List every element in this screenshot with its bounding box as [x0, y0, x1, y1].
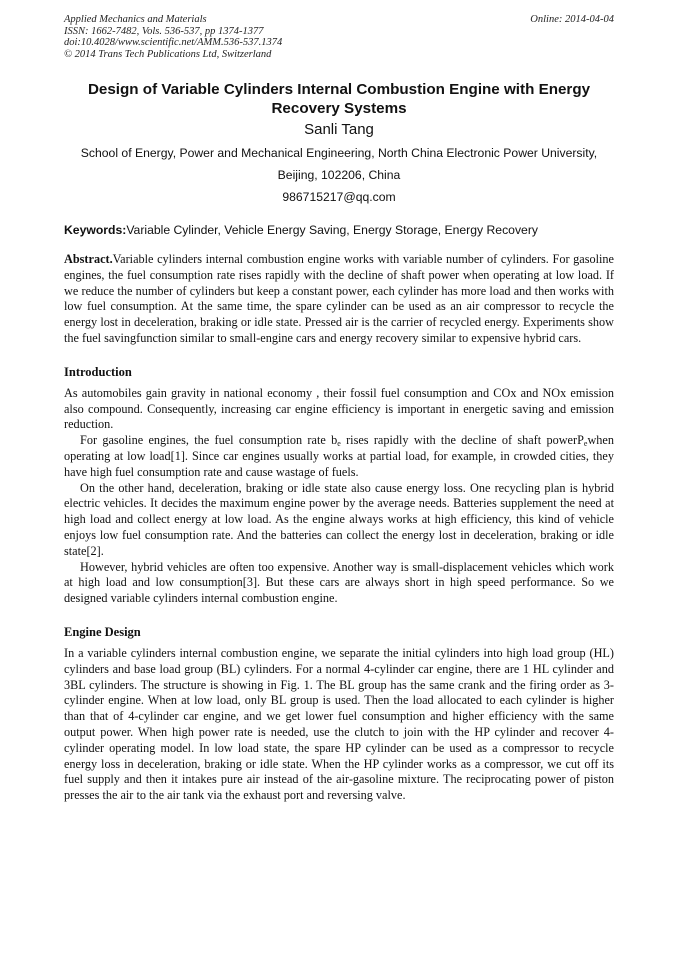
engine-design-heading: Engine Design	[64, 624, 141, 639]
intro-p2-subscript-2: e	[583, 439, 588, 449]
journal-header	[64, 14, 614, 60]
author-email: 986715217@qq.com	[282, 190, 396, 204]
keywords	[64, 222, 614, 238]
abstract-label: Abstract.	[64, 252, 113, 266]
keywords-label: Keywords:	[64, 223, 127, 237]
abstract	[64, 252, 614, 347]
engine-design-section	[64, 646, 614, 804]
intro-p2-part-b: rises rapidly with the decline of shaft powerP	[340, 433, 584, 448]
doi-line: doi:10.4028/www.scientific.net/AMM.536-537.1374	[64, 37, 283, 48]
intro-paragraph-4: However, hybrid vehicles are often too expensive. Another way is small-displacement vehicles which work at high load and low consumption[3]. But these cars are always short in high speed performance. So we designed variable cylinders internal combustion engine.	[64, 559, 614, 606]
keywords-text: Variable Cylinder, Vehicle Energy Saving, Energy Storage, Energy Recovery	[126, 223, 538, 237]
intro-p2-part-c: when operating at low load[1]. Since car engines usually works at partial load, for example, in crowded cities, they have high fuel consumption rate and cause wastage of fuels.	[64, 433, 614, 479]
issn-line: ISSN: 1662-7482, Vols. 536-537, pp 1374-1377	[64, 25, 264, 37]
intro-paragraph-3: On the other hand, deceleration, braking or idle state also cause energy loss. One recycling plan is hybrid electric vehicles. It decides the maximum engine power by the average needs. Batteries supplement the need at high load and collect energy at low load. As the engine always works at high efficiency, this kind of vehicle enjoys low fuel consumption rate. And the batteries can collect the energy lost in deceleration, braking or idle state[2].	[64, 480, 614, 558]
engine-design-paragraph-1: In a variable cylinders internal combustion engine, we separate the initial cylinders into high load group (HL) cylinders and base load group (BL) cylinders. For a normal 4-cylinder car engine, there are 1 HL cylinder and 3BL cylinders. The structure is showing in Fig. 1. The BL group has the same crank and the firing order as 3-cylinder engine. When at low load, only BL group is used. Then the load allocated to each cylinder is higher than that of 4-cylinder car engine, and we get lower fuel consumption and higher efficiency with the same output power. When high power rate is needed, use the clutch to join with the HP cylinder and recover 4-cylinder operating model. In low load state, the spare HP cylinder can be used as a compressor to recycle energy loss in deceleration, braking or idle state. When the HP cylinder works as a compressor, we cut off its fuel supply and then it intakes pure air instead of the air-gasoline mixture. The reciprocating power of piston presses the air to the air tank via the exhaust port and reversing valve.	[64, 645, 614, 803]
journal-name: Applied Mechanics and Materials	[64, 14, 207, 25]
affiliation-line-2: Beijing, 102206, China	[277, 168, 401, 182]
abstract-text: Variable cylinders internal combustion engine works with variable number of cylinders. For gasoline engines, the fuel consumption rate rises rapidly with the decline of shaft power when operating at low load. If we reduce the number of cylinders but keep a constant power, each cylinder has more load and then works with low fuel consumption. At the same time, the spare cylinder can be used as an air compressor to recycle the energy lost in deceleration, braking or idle state. Pressed air is the carrier of recycled energy. Experiments show the fuel savingfunction similar to small-engine cars and energy recovery similar to expensive hybrid cars.	[64, 252, 614, 345]
online-date: Online: 2014-04-04	[530, 14, 614, 25]
affiliation-line-1: School of Energy, Power and Mechanical Engineering, North China Electronic Power University,	[80, 146, 598, 160]
intro-p2-subscript-1: e	[337, 439, 341, 449]
affiliation	[64, 142, 614, 208]
intro-p2-part-a: For gasoline engines, the fuel consumption rate b	[80, 433, 338, 448]
intro-paragraph-2	[64, 433, 614, 480]
author-name: Sanli Tang	[304, 121, 374, 138]
intro-paragraph-1: As automobiles gain gravity in national economy , their fossil fuel consumption and COx and NOx emission also compound. Consequently, increasing car engine efficiency is important in energetic saving and emission reduction.	[64, 385, 614, 432]
copyright-line: © 2014 Trans Tech Publications Ltd, Switzerland	[64, 48, 272, 60]
paper-title: Design of Variable Cylinders Internal Combustion Engine with Energy Recovery Systems	[87, 81, 591, 117]
paper-page	[64, 14, 614, 804]
introduction-section	[64, 386, 614, 607]
introduction-heading: Introduction	[64, 364, 132, 379]
